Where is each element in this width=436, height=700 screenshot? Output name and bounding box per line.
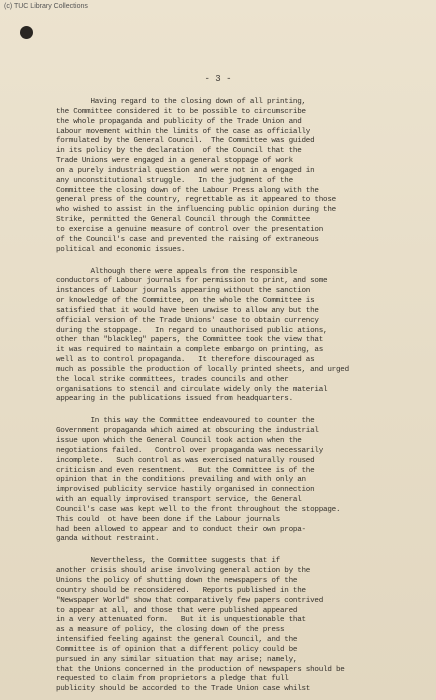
text-line: Committee is of opinion that a different policy could be bbox=[56, 645, 298, 654]
text-line: Strike, permitted the General Council through the Committee bbox=[56, 216, 311, 225]
text-line: country should be reconsidered. Reports published in the bbox=[56, 586, 306, 595]
text-line: it was required to maintain a complete embargo on printing, as bbox=[56, 346, 324, 355]
text-line: with an equally improvised transport service, the General bbox=[56, 496, 302, 505]
text-line: conductors of Labour journals for permission to print, and some bbox=[56, 277, 328, 286]
text-line: in its policy by the declaration of the Council that the bbox=[56, 147, 302, 156]
text-line: satisfied that it would have been unwise to allow any but the bbox=[56, 306, 319, 315]
text-line: instances of Labour journals appearing without the sanction bbox=[56, 287, 311, 296]
text-line: of the Council's case and prevented the raising of extraneous bbox=[56, 235, 319, 244]
text-line: had been allowed to appear and to conduct their own propa- bbox=[56, 525, 306, 534]
text-line: Labour movement within the limits of the case as officially bbox=[56, 127, 311, 136]
text-line: that the Unions concerned in the production of newspapers should be bbox=[56, 665, 345, 674]
text-line: any unconstitutional struggle. In the judgment of the bbox=[56, 176, 293, 185]
text-line: well as to control propaganda. It therefore discouraged as bbox=[56, 356, 315, 365]
text-line: in a very attenuated form. But it is unquestionable that bbox=[56, 616, 306, 625]
text-line: organisations to stencil and circulate widely only the material bbox=[56, 385, 328, 394]
text-line: during the stoppage. In regard to unauthorised public ations, bbox=[56, 326, 328, 335]
text-line: "Newspaper World" show that comparatively few papers contrived bbox=[56, 596, 324, 605]
page-number: - 3 - bbox=[204, 74, 232, 84]
text-line: who wished to assist in the influencing public opinion during the bbox=[56, 206, 336, 215]
text-line: to exercise a genuine measure of control over the presentation bbox=[56, 225, 324, 234]
text-line: Having regard to the closing down of all printing, bbox=[56, 98, 306, 106]
text-line: Council's case was kept well to the front throughout the stoppage. bbox=[56, 505, 341, 514]
text-line: to appear at all, and those that were published appeared bbox=[56, 606, 298, 615]
text-line: issue upon which the General Council took action when the bbox=[56, 437, 302, 445]
copyright-notice: (c) TUC Library Collections bbox=[4, 3, 88, 10]
text-line: Government propaganda which aimed at obscuring the industrial bbox=[56, 427, 319, 436]
text-line: Committee the closing down of the Labour Press along with the bbox=[56, 186, 319, 195]
text-line: or knowledge of the Committee, on the whole the Committee is bbox=[56, 297, 315, 306]
text-line: This could ot have been done if the Labour journals bbox=[56, 515, 280, 524]
text-line: much as possible the production of locally printed sheets, and urged bbox=[56, 365, 349, 374]
text-line: on a purely industrial question and were not in a engaged in bbox=[56, 166, 315, 175]
body-text bbox=[56, 98, 426, 700]
text-line: intensified feeling against the general Council, and the bbox=[56, 636, 298, 645]
text-line: the local strike committees, trades councils and other bbox=[56, 375, 289, 384]
text-line: negotiations failed. Control over propaganda was necessarily bbox=[56, 446, 324, 455]
text-line: Nevertheless, the Committee suggests that if bbox=[56, 557, 280, 566]
text-line: Unions the policy of shutting down the newspapers of the bbox=[56, 576, 298, 585]
text-line: political and economic issues. bbox=[56, 245, 186, 254]
text-line: opinion that in the conditions prevailing and with only an bbox=[56, 476, 306, 485]
text-line: publicity should be accorded to the Trade Union case whilst bbox=[56, 685, 311, 694]
text-line: requested to claim from proprietors a pledge that full bbox=[56, 675, 289, 684]
text-line: as a measure of policy, the closing down of the press bbox=[56, 626, 285, 635]
text-line: the Committee considered it to be possible to circumscribe bbox=[56, 107, 306, 116]
text-line: Trade Unions were engaged in a general stoppage of work bbox=[56, 157, 293, 166]
text-line: incomplete. Such control as was exercised naturally roused bbox=[56, 456, 315, 465]
text-line: another crisis should arise involving general action by the bbox=[56, 567, 311, 576]
text-line: the whole propaganda and publicity of the Trade Union and bbox=[56, 117, 302, 126]
paragraph bbox=[56, 417, 426, 545]
punch-hole bbox=[20, 26, 33, 39]
text-line: general press of the country, regrettable as it appeared to those bbox=[56, 196, 336, 205]
text-line: Although there were appeals from the responsible bbox=[56, 267, 298, 276]
text-line: official version of the Trade Unions' case to obtain currency bbox=[56, 316, 319, 325]
paragraph bbox=[56, 557, 426, 695]
text-line: appearing in the publications issued from headquarters. bbox=[56, 395, 293, 404]
text-line: formulated by the General Council. The Committee was guided bbox=[56, 137, 315, 146]
paragraph bbox=[56, 98, 426, 256]
text-line: criticism and even resentment. But the Committee is of the bbox=[56, 466, 315, 475]
text-line: ganda without restraint. bbox=[56, 535, 160, 544]
paragraph bbox=[56, 268, 426, 406]
text-line: In this way the Committee endeavoured to counter the bbox=[56, 417, 315, 426]
text-line: improvised publicity service hastily organised in connection bbox=[56, 486, 315, 495]
text-line: pursued in any similar situation that may arise; namely, bbox=[56, 655, 298, 664]
text-line: other than "blackleg" papers, the Committee took the view that bbox=[56, 336, 324, 345]
